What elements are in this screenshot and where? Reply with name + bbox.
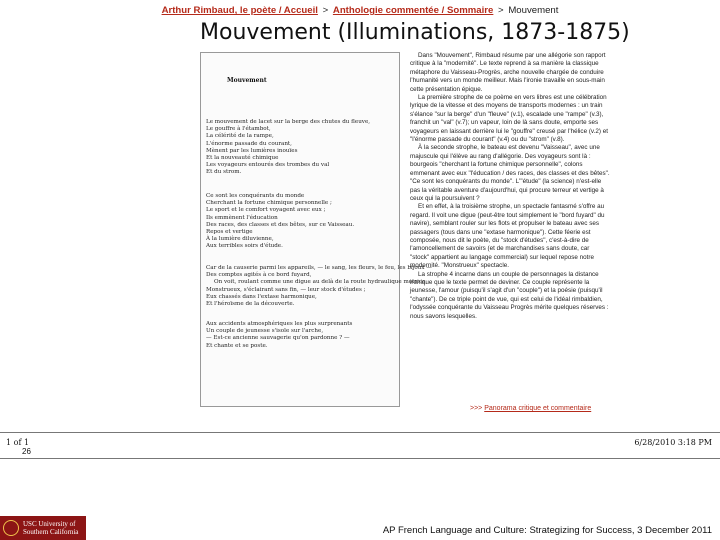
poem-line: Mènent par les lumières inouïes [206, 147, 298, 154]
commentary-paragraph: Et en effet, à la troisième strophe, un spectacle fantasmé s'offre au regard. Il voit une digue (peut-être tout simplement le "bord fuyard" du navire), semblant rouler sur les flots et propulser le bateau avec ses passagers (tous dans une "extase harmonique"). Cette féerie est composée, nous dit le poète, du "stock d'études", c'est-à-dire de l'amoncellement de savoirs (et de marchandises sans doute, car "stock" appartient au langage commercial) sur lequel repose notre modernité. "Monstrueux" spectacle. [410, 203, 605, 270]
poem-line: Aux accidents atmosphériques les plus surprenants [206, 321, 353, 327]
poem-line: — Est-ce ancienne sauvagerie qu'on pardonne ? — [206, 335, 350, 342]
breadcrumb-link-anthology[interactable]: Anthologie commentée / Sommaire [332, 5, 494, 16]
poem-line: On voit, roulant comme une digue au delà de la route hydraulique motrice, [214, 279, 428, 286]
divider [0, 432, 720, 433]
poem-line: La célérité de la rampe, [206, 133, 274, 140]
breadcrumb-separator: > [322, 5, 329, 16]
poem-heading: Mouvement [227, 77, 267, 84]
usc-logo [0, 516, 86, 540]
commentary-paragraph: À la seconde strophe, le bateau est devenu "Vaisseau", avec une majuscule qui l'élève au rang d'allégorie. Des voyageurs sont là : bourgeois "cherchant la fortune chimique personnelle", colons emmenant avec eux "l'éducation / des races, des classes et des bêtes". "Ce sont les conquérants du monde". L'"étude" (la science) n'est-elle pas la véritable aventure d'aujourd'hui, qui procure terreur et vertige à ceux qui la poursuivent ? [410, 144, 610, 202]
arrows-icon: >>> [470, 405, 483, 412]
poem-line: Et la nouveauté chimique [206, 155, 279, 162]
print-timestamp: 6/28/2010 3:18 PM [634, 438, 712, 447]
poem-stanza-1 [206, 119, 396, 177]
breadcrumb-link-home[interactable]: Arthur Rimbaud, le poète / Accueil [161, 5, 318, 16]
poem-line: Monstrueux, s'éclairant sans fin, — leur stock d'études ; [206, 286, 366, 293]
commentary-paragraph: La strophe 4 incarne dans un couple de personnages la distance ironique que le texte permet de deviner. Ce couple représente la jeunesse, l'amour (puisqu'il s'agit d'un "couple") et la poésie (puisqu'il "chante"). De ce triple point de vue, qui est celui de l'idéal rimbaldien, l'odyssée conquérante du Vaisseau Progrès mérite quelques réserves : nous savons lesquelles. [410, 270, 609, 320]
poem-line: Ils emmènent l'éducation [206, 214, 278, 221]
poem-line: Repos et vertige [206, 229, 253, 236]
poem-line: Les voyageurs entourés des trombes du val [206, 162, 330, 169]
poem-line: Car de la causerie parmi les appareils, — le sang, les fleurs, le feu, les bijoux — [206, 265, 432, 271]
poem-line: Cherchant la fortune chimique personnelle ; [206, 200, 332, 207]
panorama-critique-link[interactable]: Panorama critique et commentaire [484, 405, 592, 412]
commentary-text [410, 52, 610, 321]
poem-line: Un couple de jeunesse s'isole sur l'arche, [206, 328, 324, 335]
breadcrumb-separator: > [498, 5, 504, 16]
poem-line: Le gouffre à l'étambot, [206, 126, 271, 133]
slide-footer-text: AP French Language and Culture: Strategizing for Success, 3 December 2011 [382, 525, 712, 536]
poem-line: Et chante et se poste. [206, 342, 268, 349]
logo-line: USC University of [23, 520, 76, 528]
slide-number: 26 [22, 447, 31, 456]
commentary-paragraph: Dans "Mouvement", Rimbaud résume par une allégorie son rapport critique à la "modernité". Le texte reprend à sa manière la classique métaphore du Vaisseau-Progrès, arche nouvelle chargée de conduire l'humanité vers un monde meilleur. Mais l'ironie travaille en sous-main cette présentation épique. [410, 52, 606, 93]
commentary-paragraph: La première strophe de ce poème en vers libres est une célébration lyrique de la vitesse et des moyens de transports modernes : un train s'élance "sur la berge" d'un "fleuve" (v.1), escalade une "rampe" (v.3), franchit un "val" (v.7); un vapeur, loin de là sans doute, emporte ses voyageurs en laissant derrière lui le "gouffre" creusé par l'hélice (v.2) et "l'énorme passade du courant" (v.4) ou du "strom" (v.8). [410, 94, 608, 144]
poem-stanza-2 [206, 193, 396, 251]
breadcrumb-current: Mouvement [508, 5, 559, 16]
breadcrumb [0, 5, 720, 16]
seal-icon [3, 520, 19, 536]
poem-line: Des races, des classes et des bêtes, sur ce Vaisseau. [206, 221, 355, 228]
divider [0, 458, 720, 459]
poem-line: Des comptes agités à ce bord fuyard, [206, 272, 312, 279]
poem-line: Le mouvement de lacet sur la berge des chutes du fleuve, [206, 119, 371, 125]
poem-line: Le sport et le comfort voyagent avec eux ; [206, 207, 326, 214]
poem-line: Et du strom. [206, 169, 242, 176]
poem-line: Aux terribles soirs d'étude. [206, 243, 283, 250]
poem-line: Et l'héroïsme de la découverte. [206, 301, 295, 308]
more-link-row [470, 405, 591, 412]
poem-line: Eux chassés dans l'extase harmonique, [206, 293, 317, 300]
print-pager: 1 of 1 [6, 438, 30, 447]
page-title: Mouvement (Illuminations, 1873-1875) [200, 20, 630, 45]
poem-line: L'énorme passade du courant, [206, 140, 292, 147]
poem-stanza-3 [206, 265, 432, 308]
poem-line: Ce sont les conquérants du monde [206, 193, 305, 199]
poem-line: À la lumière diluvienne, [206, 236, 274, 243]
logo-line: Southern California [23, 528, 79, 536]
poem-stanza-4 [206, 321, 396, 350]
poem-scan-image [200, 52, 432, 407]
